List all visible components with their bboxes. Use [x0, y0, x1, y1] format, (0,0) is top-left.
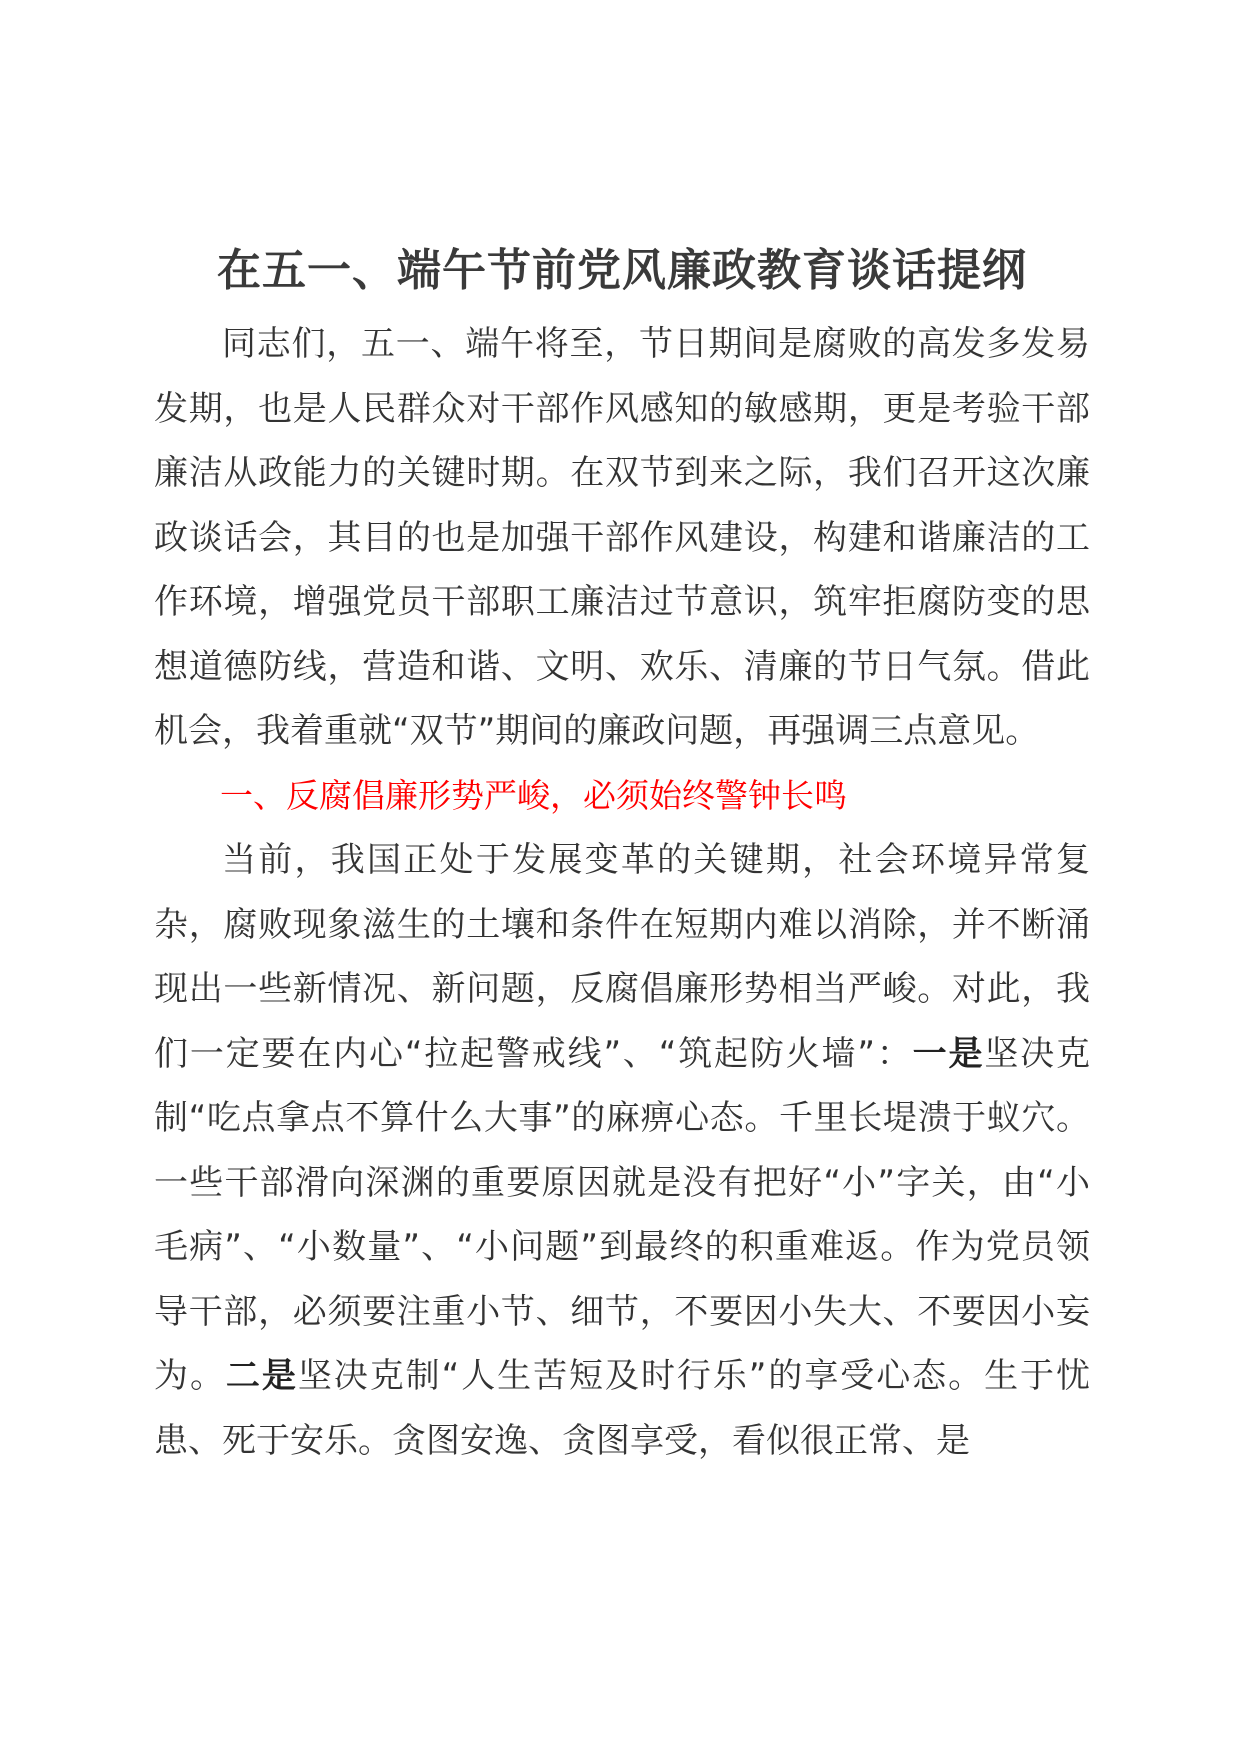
bold-marker-second: 二是 [225, 1356, 298, 1396]
section-1-paragraph [154, 828, 1090, 1473]
paragraph-text: 坚决克制“人生苦短及时行乐”的享受心态。生于忧患、死于安乐。贪图安逸、贪图享受，看似很正常、是 [154, 1356, 1090, 1461]
document-title: 在五一、端午节前党风廉政教育谈话提纲 [217, 245, 1027, 296]
opening-paragraph: 同志们，五一、端午将至，节日期间是腐败的高发多发易发期，也是人民群众对干部作风感知的敏感期，更是考验干部廉洁从政能力的关键时期。在双节到来之际，我们召开这次廉政谈话会，其目的也是加强干部作风建设，构建和谐廉洁的工作环境，增强党员干部职工廉洁过节意识，筑牢拒腐防变的思想道德防线，营造和谐、文明、欢乐、清廉的节日气氛。借此机会，我着重就“双节”期间的廉政问题，再强调三点意见。 [154, 324, 1090, 751]
paragraph-text: 当前，我国正处于发展变革的关键期，社会环境异常复杂，腐败现象滋生的土壤和条件在短期内难以消除，并不断涌现出一些新情况、新问题，反腐倡廉形势相当严峻。对此，我们一定要在内心“拉起警戒线”、“筑起防火墙”： [154, 840, 1090, 1074]
section-heading-1: 一、反腐倡廉形势严峻，必须始终警钟长鸣 [220, 775, 847, 815]
paragraph-text: 坚决克制“吃点拿点不算什么大事”的麻痹心态。千里长堤溃于蚁穴。一些干部滑向深渊的重要原因就是没有把好“小”字关，由“小毛病”、“小数量”、“小问题”到最终的积重难返。作为党员领导干部，必须要注重小节、细节，不要因小失大、不要因小妄为。 [154, 1033, 1090, 1396]
bold-marker-first: 一是 [912, 1033, 985, 1074]
document-body [154, 238, 1090, 1473]
